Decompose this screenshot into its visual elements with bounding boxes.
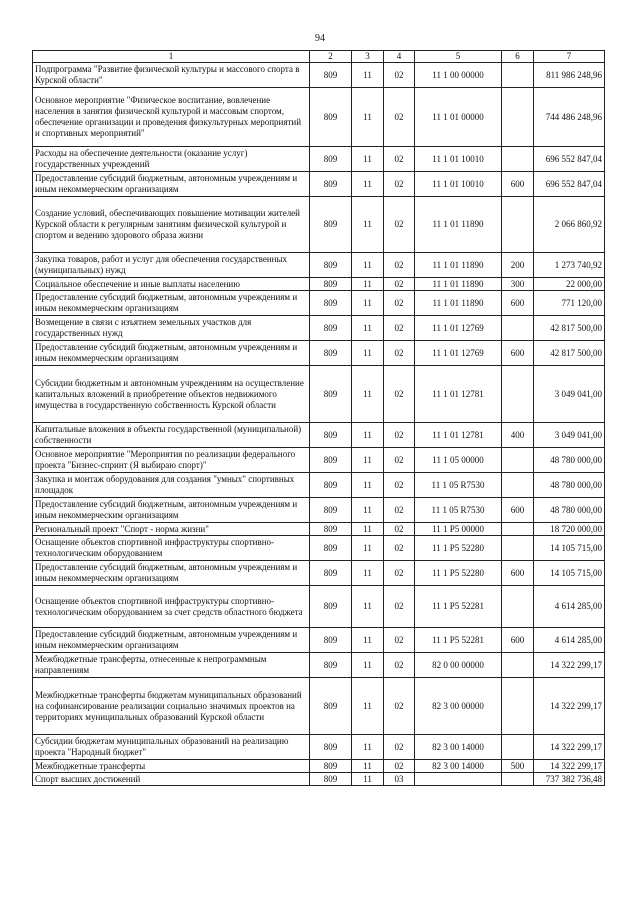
row-name: Основное мероприятие "Физическое воспитание, вовлечение населения в занятия физической культурой и массовым спортом, обеспечение организации и проведения физкультурных мероприятий и спортивных мероприятий" (33, 88, 310, 147)
row-subsection: 03 (384, 773, 415, 786)
table-row (33, 498, 605, 523)
row-section: 11 (352, 473, 384, 498)
row-section: 11 (352, 561, 384, 586)
table-row (33, 423, 605, 448)
column-header: 2 (310, 51, 352, 63)
row-expense-type (502, 678, 534, 735)
row-target-item: 11 1 P5 00000 (415, 523, 502, 536)
row-name: Закупка товаров, работ и услуг для обеспечения государственных (муниципальных) нужд (33, 253, 310, 278)
row-name: Межбюджетные трансферты (33, 760, 310, 773)
row-ministry-code: 809 (310, 63, 352, 88)
header-row (33, 51, 605, 63)
table-row (33, 316, 605, 341)
row-ministry-code: 809 (310, 523, 352, 536)
row-section: 11 (352, 366, 384, 423)
table-row (33, 628, 605, 653)
row-amount: 1 273 740,92 (534, 253, 605, 278)
row-amount: 3 049 041,00 (534, 366, 605, 423)
row-expense-type: 600 (502, 561, 534, 586)
row-amount: 14 322 299,17 (534, 735, 605, 760)
row-subsection: 02 (384, 586, 415, 628)
row-ministry-code: 809 (310, 498, 352, 523)
row-section: 11 (352, 291, 384, 316)
row-subsection: 02 (384, 172, 415, 197)
row-subsection: 02 (384, 735, 415, 760)
row-ministry-code: 809 (310, 88, 352, 147)
row-name: Создание условий, обеспечивающих повышение мотивации жителей Курской области к регулярным занятиям физической культурой и спортом и ведению здорового образа жизни (33, 197, 310, 253)
row-amount: 3 049 041,00 (534, 423, 605, 448)
row-ministry-code: 809 (310, 316, 352, 341)
row-subsection: 02 (384, 536, 415, 561)
row-section: 11 (352, 628, 384, 653)
row-ministry-code: 809 (310, 561, 352, 586)
row-target-item: 11 1 01 11890 (415, 253, 502, 278)
row-name: Закупка и монтаж оборудования для создания "умных" спортивных площадок (33, 473, 310, 498)
table-row (33, 366, 605, 423)
row-name: Предоставление субсидий бюджетным, автономным учреждениям и иным некоммерческим организациям (33, 341, 310, 366)
row-expense-type: 600 (502, 341, 534, 366)
row-section: 11 (352, 498, 384, 523)
row-ministry-code: 809 (310, 366, 352, 423)
row-target-item: 82 3 00 14000 (415, 760, 502, 773)
column-header: 1 (33, 51, 310, 63)
row-expense-type (502, 523, 534, 536)
row-name: Предоставление субсидий бюджетным, автономным учреждениям и иным некоммерческим организациям (33, 561, 310, 586)
table-row (33, 561, 605, 586)
row-target-item: 11 1 P5 52280 (415, 561, 502, 586)
row-subsection: 02 (384, 498, 415, 523)
row-expense-type (502, 316, 534, 341)
row-section: 11 (352, 653, 384, 678)
row-amount: 14 105 715,00 (534, 561, 605, 586)
row-name: Субсидии бюджетным и автономным учреждениям на осуществление капитальных вложений в приобретение объектов недвижимого имущества в государственную собственность Курской области (33, 366, 310, 423)
row-subsection: 02 (384, 366, 415, 423)
row-expense-type (502, 773, 534, 786)
row-section: 11 (352, 88, 384, 147)
row-section: 11 (352, 523, 384, 536)
row-amount: 42 817 500,00 (534, 341, 605, 366)
row-expense-type (502, 586, 534, 628)
row-amount: 18 720 000,00 (534, 523, 605, 536)
row-ministry-code: 809 (310, 473, 352, 498)
row-target-item: 11 1 01 12781 (415, 423, 502, 448)
row-name: Субсидии бюджетам муниципальных образований на реализацию проекта "Народный бюджет" (33, 735, 310, 760)
row-subsection: 02 (384, 760, 415, 773)
row-target-item: 11 1 01 11890 (415, 291, 502, 316)
row-expense-type (502, 366, 534, 423)
row-amount: 771 120,00 (534, 291, 605, 316)
column-header: 3 (352, 51, 384, 63)
row-name: Подпрограмма "Развитие физической культуры и массового спорта в Курской области" (33, 63, 310, 88)
row-expense-type (502, 473, 534, 498)
row-expense-type (502, 197, 534, 253)
row-target-item: 11 1 01 10010 (415, 147, 502, 172)
row-target-item: 82 0 00 00000 (415, 653, 502, 678)
row-expense-type (502, 653, 534, 678)
row-ministry-code: 809 (310, 628, 352, 653)
row-name: Расходы на обеспечение деятельности (оказание услуг) государственных учреждений (33, 147, 310, 172)
row-amount: 22 000,00 (534, 278, 605, 291)
row-ministry-code: 809 (310, 423, 352, 448)
row-ministry-code: 809 (310, 341, 352, 366)
row-section: 11 (352, 678, 384, 735)
row-target-item: 82 3 00 14000 (415, 735, 502, 760)
row-ministry-code: 809 (310, 773, 352, 786)
row-target-item: 11 1 00 00000 (415, 63, 502, 88)
column-header: 4 (384, 51, 415, 63)
table-row (33, 536, 605, 561)
row-ministry-code: 809 (310, 253, 352, 278)
row-target-item: 11 1 01 00000 (415, 88, 502, 147)
column-header: 6 (502, 51, 534, 63)
row-ministry-code: 809 (310, 172, 352, 197)
row-amount: 14 105 715,00 (534, 536, 605, 561)
row-subsection: 02 (384, 561, 415, 586)
row-expense-type: 500 (502, 760, 534, 773)
row-name: Возмещение в связи с изъятием земельных участков для государственных нужд (33, 316, 310, 341)
table-row (33, 773, 605, 786)
table-row (33, 760, 605, 773)
row-name: Спорт высших достижений (33, 773, 310, 786)
row-section: 11 (352, 278, 384, 291)
row-ministry-code: 809 (310, 678, 352, 735)
row-subsection: 02 (384, 147, 415, 172)
row-subsection: 02 (384, 423, 415, 448)
column-header: 7 (534, 51, 605, 63)
row-name: Оснащение объектов спортивной инфраструктуры спортивно-технологическим оборудованием за счет средств областного бюджета (33, 586, 310, 628)
row-amount: 737 382 736,48 (534, 773, 605, 786)
budget-table (32, 50, 605, 786)
row-name: Предоставление субсидий бюджетным, автономным учреждениям и иным некоммерческим организациям (33, 291, 310, 316)
row-expense-type (502, 735, 534, 760)
row-subsection: 02 (384, 473, 415, 498)
table-row (33, 341, 605, 366)
row-section: 11 (352, 773, 384, 786)
page-number: 94 (315, 33, 325, 44)
row-name: Межбюджетные трансферты, отнесенные к непрограммным направлениям (33, 653, 310, 678)
row-section: 11 (352, 586, 384, 628)
table-row (33, 172, 605, 197)
table-row (33, 88, 605, 147)
row-subsection: 02 (384, 253, 415, 278)
row-section: 11 (352, 536, 384, 561)
row-subsection: 02 (384, 628, 415, 653)
row-subsection: 02 (384, 341, 415, 366)
table-row (33, 448, 605, 473)
table-row (33, 523, 605, 536)
row-subsection: 02 (384, 88, 415, 147)
row-amount: 14 322 299,17 (534, 653, 605, 678)
row-section: 11 (352, 197, 384, 253)
row-subsection: 02 (384, 63, 415, 88)
row-target-item: 11 1 05 R7530 (415, 473, 502, 498)
row-target-item: 11 1 05 R7530 (415, 498, 502, 523)
row-section: 11 (352, 448, 384, 473)
row-name: Социальное обеспечение и иные выплаты населению (33, 278, 310, 291)
row-name: Предоставление субсидий бюджетным, автономным учреждениям и иным некоммерческим организациям (33, 498, 310, 523)
row-ministry-code: 809 (310, 278, 352, 291)
row-amount: 48 780 000,00 (534, 473, 605, 498)
row-subsection: 02 (384, 197, 415, 253)
row-expense-type: 600 (502, 628, 534, 653)
row-ministry-code: 809 (310, 653, 352, 678)
row-amount: 4 614 285,00 (534, 586, 605, 628)
table-row (33, 197, 605, 253)
row-target-item: 11 1 01 12769 (415, 341, 502, 366)
row-name: Региональный проект "Спорт - норма жизни" (33, 523, 310, 536)
table-row (33, 735, 605, 760)
row-name: Основное мероприятие "Мероприятия по реализации федерального проекта "Бизнес-спринт (Я выбираю спорт)" (33, 448, 310, 473)
row-target-item: 11 1 01 12781 (415, 366, 502, 423)
row-amount: 14 322 299,17 (534, 760, 605, 773)
row-name: Межбюджетные трансферты бюджетам муниципальных образований на софинансирование реализации социально значимых проектов на территориях муниципальных образований Курской области (33, 678, 310, 735)
row-amount: 696 552 847,04 (534, 147, 605, 172)
row-section: 11 (352, 172, 384, 197)
row-name: Предоставление субсидий бюджетным, автономным учреждениям и иным некоммерческим организациям (33, 172, 310, 197)
row-name: Оснащение объектов спортивной инфраструктуры спортивно-технологическим оборудованием (33, 536, 310, 561)
row-amount: 14 322 299,17 (534, 678, 605, 735)
row-ministry-code: 809 (310, 586, 352, 628)
row-section: 11 (352, 341, 384, 366)
row-section: 11 (352, 760, 384, 773)
row-expense-type (502, 448, 534, 473)
row-section: 11 (352, 147, 384, 172)
row-expense-type (502, 536, 534, 561)
row-target-item (415, 773, 502, 786)
row-expense-type: 600 (502, 498, 534, 523)
row-ministry-code: 809 (310, 448, 352, 473)
row-expense-type (502, 147, 534, 172)
row-target-item: 11 1 01 10010 (415, 172, 502, 197)
row-ministry-code: 809 (310, 197, 352, 253)
row-amount: 4 614 285,00 (534, 628, 605, 653)
column-header: 5 (415, 51, 502, 63)
row-amount: 696 552 847,04 (534, 172, 605, 197)
row-expense-type (502, 88, 534, 147)
row-amount: 811 986 248,96 (534, 63, 605, 88)
row-expense-type: 300 (502, 278, 534, 291)
table-row (33, 278, 605, 291)
row-amount: 2 066 860,92 (534, 197, 605, 253)
row-target-item: 82 3 00 00000 (415, 678, 502, 735)
table-row (33, 473, 605, 498)
row-amount: 48 780 000,00 (534, 448, 605, 473)
table-row (33, 678, 605, 735)
table-row (33, 291, 605, 316)
row-section: 11 (352, 63, 384, 88)
table-row (33, 63, 605, 88)
row-ministry-code: 809 (310, 536, 352, 561)
row-subsection: 02 (384, 291, 415, 316)
row-section: 11 (352, 253, 384, 278)
row-section: 11 (352, 316, 384, 341)
row-target-item: 11 1 01 11890 (415, 197, 502, 253)
row-subsection: 02 (384, 448, 415, 473)
row-section: 11 (352, 423, 384, 448)
row-subsection: 02 (384, 316, 415, 341)
row-ministry-code: 809 (310, 291, 352, 316)
row-ministry-code: 809 (310, 760, 352, 773)
row-target-item: 11 1 P5 52280 (415, 536, 502, 561)
row-expense-type: 200 (502, 253, 534, 278)
row-subsection: 02 (384, 523, 415, 536)
row-expense-type: 400 (502, 423, 534, 448)
row-expense-type: 600 (502, 172, 534, 197)
row-section: 11 (352, 735, 384, 760)
table-row (33, 586, 605, 628)
row-name: Предоставление субсидий бюджетным, автономным учреждениям и иным некоммерческим организациям (33, 628, 310, 653)
row-amount: 48 780 000,00 (534, 498, 605, 523)
row-subsection: 02 (384, 678, 415, 735)
table-row (33, 147, 605, 172)
table-row (33, 653, 605, 678)
row-amount: 42 817 500,00 (534, 316, 605, 341)
row-subsection: 02 (384, 278, 415, 291)
row-ministry-code: 809 (310, 147, 352, 172)
row-target-item: 11 1 01 11890 (415, 278, 502, 291)
row-target-item: 11 1 P5 52281 (415, 628, 502, 653)
row-ministry-code: 809 (310, 735, 352, 760)
row-target-item: 11 1 01 12769 (415, 316, 502, 341)
table-body (33, 63, 605, 786)
row-amount: 744 486 248,96 (534, 88, 605, 147)
table-row (33, 253, 605, 278)
row-expense-type (502, 63, 534, 88)
row-subsection: 02 (384, 653, 415, 678)
row-target-item: 11 1 05 00000 (415, 448, 502, 473)
row-expense-type: 600 (502, 291, 534, 316)
row-name: Капитальные вложения в объекты государственной (муниципальной) собственности (33, 423, 310, 448)
row-target-item: 11 1 P5 52281 (415, 586, 502, 628)
